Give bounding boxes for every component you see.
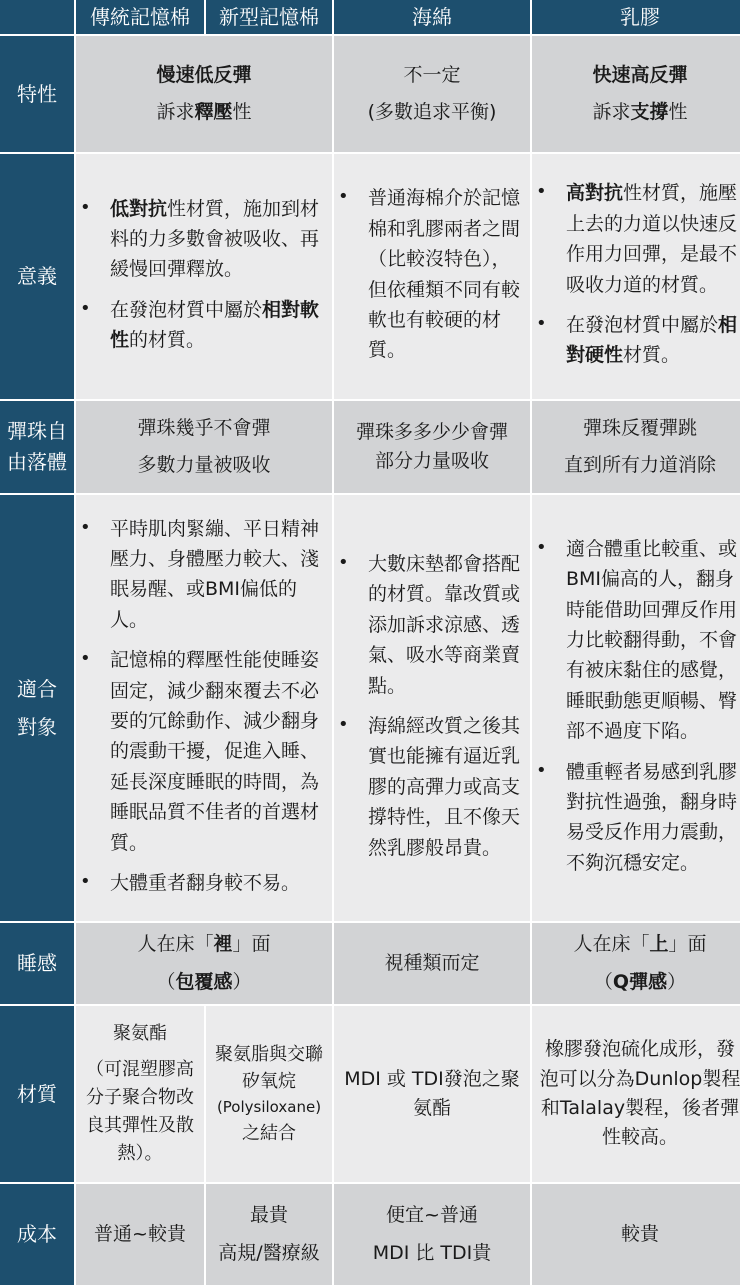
cell-text: 便宜~普通	[386, 1204, 478, 1227]
list-item: • 體重輕者易感到乳膠對抗性過強，翻身時易受反作用力震動，不夠沉穩安定。	[532, 757, 740, 879]
cell-text: 之結合	[242, 1122, 296, 1144]
row-label-material	[0, 1006, 74, 1182]
bullet-list	[532, 172, 740, 380]
header-latex	[532, 0, 740, 34]
list-item: • 大數床墊都會搭配的材質。靠改質或添加訴求涼感、透氣、吸水等商業賣點。	[334, 549, 524, 701]
cell-feel-memory	[76, 923, 332, 1004]
header-label: 乳膠	[620, 4, 660, 29]
cell-ball-latex	[532, 401, 740, 493]
cell-text: （可混塑膠高分子聚合物改良其彈性及散熱）。	[86, 1059, 194, 1164]
row-label-suitable	[0, 495, 74, 921]
cell-text: 橡膠發泡硫化成形，發泡可以分為Dunlop製程和Talalay製程，後者彈性較高。	[539, 1038, 740, 1149]
cell-text: 多數力量被吸收	[137, 454, 271, 476]
cell-text: 視種類而定	[384, 951, 480, 974]
cell-text: （包覆感）	[156, 970, 252, 993]
cell-text: (Polysiloxane)	[216, 1098, 322, 1117]
cell-material-new	[206, 1006, 332, 1182]
list-item: • 記憶棉的釋壓性能使睡姿固定，減少翻來覆去不必要的冗餘動作、減少翻身的震動干擾，促進入睡、延長深度睡眠的時間，為睡眠品質不佳者的首選材質。	[76, 645, 326, 858]
cell-text: MDI 或 TDI發泡之聚氨酯	[344, 1067, 520, 1119]
list-item: • 高對抗性材質，施壓上去的力道以快速反作用力回彈，是最不吸收力道的材質。	[532, 178, 740, 300]
list-item: • 低對抗性材質，施加到材料的力多數會被吸收、再緩慢回彈釋放。	[76, 194, 326, 285]
cell-text: 人在床「裡」面	[137, 933, 271, 956]
row-label-sleep-feel	[0, 923, 74, 1004]
cell-text: 聚氨酯	[113, 1023, 167, 1045]
cell-suitable-sponge	[334, 495, 530, 921]
cell-text: 普通~較貴	[94, 1222, 186, 1245]
cell-cost-traditional	[76, 1184, 204, 1285]
row-label-text: 彈珠自由落體	[7, 419, 67, 474]
bullet-list	[334, 543, 524, 873]
list-item: • 普通海棉介於記憶棉和乳膠兩者之間（比較沒特色），但依種類不同有較軟也有較硬的材質。	[334, 183, 524, 365]
cell-material-latex	[532, 1006, 740, 1182]
list-item: • 平時肌肉緊繃、平日精神壓力、身體壓力較大、淺眠易醒、或BMI偏低的人。	[76, 514, 326, 636]
row-label-ball-drop	[0, 401, 74, 493]
cell-text: 部分力量吸收	[374, 450, 489, 472]
list-item: • 在發泡材質中屬於相對軟性的材質。	[76, 295, 326, 356]
cell-cost-sponge	[334, 1184, 530, 1285]
cell-text: 快速高反彈	[592, 63, 688, 86]
list-item: • 在發泡材質中屬於相對硬性材質。	[532, 310, 740, 371]
list-item: • 適合體重比較重、或BMI偏高的人，翻身時能借助回彈反作用力比較翻得動，不會有被床黏住的感覺，睡眠動態更順暢、臀部不過度下陷。	[532, 534, 740, 747]
bullet-list	[532, 528, 740, 888]
row-label-text: 成本	[17, 1222, 57, 1246]
cell-text: 訴求釋壓性	[156, 101, 252, 123]
cell-text: （Q彈感）	[593, 970, 687, 993]
cell-material-traditional	[76, 1006, 204, 1182]
bullet-list	[76, 508, 326, 909]
cell-text: 彈珠多多少少會彈	[355, 420, 508, 443]
row-label-text: 適合	[17, 677, 57, 701]
row-label-cost	[0, 1184, 74, 1285]
cell-trait-sponge	[334, 36, 530, 152]
cell-text: 人在床「上」面	[573, 933, 707, 956]
cell-text: 訴求支撐性	[592, 101, 688, 123]
cell-suitable-latex	[532, 495, 740, 921]
cell-text: 慢速低反彈	[156, 63, 252, 86]
bullet-list	[76, 188, 326, 366]
cell-trait-memory	[76, 36, 332, 152]
cell-cost-new	[206, 1184, 332, 1285]
cell-text: 較貴	[620, 1222, 659, 1245]
list-item: • 大體重者翻身較不易。	[76, 868, 326, 898]
cell-ball-sponge	[334, 401, 530, 493]
row-label-text: 對象	[17, 715, 57, 739]
cell-meaning-memory	[76, 154, 332, 399]
list-item: • 海綿經改質之後其實也能擁有逼近乳膠的高彈力或高支撐特性，且不像天然乳膠般昂貴。	[334, 711, 524, 863]
cell-text: 聚氨脂與交聯矽氧烷	[215, 1043, 323, 1093]
header-new-memory-foam	[206, 0, 332, 34]
header-sponge	[334, 0, 530, 34]
cell-text: (多數追求平衡)	[367, 101, 497, 123]
row-label-text: 材質	[17, 1081, 57, 1106]
cell-meaning-sponge	[334, 154, 530, 399]
cell-text: MDI 比 TDI貴	[372, 1241, 492, 1264]
header-traditional-memory-foam	[76, 0, 204, 34]
row-label-text: 意義	[17, 264, 57, 288]
header-corner	[0, 0, 74, 34]
cell-trait-latex	[532, 36, 740, 152]
row-label-trait	[0, 36, 74, 152]
header-label: 傳統記憶棉	[90, 4, 190, 29]
cell-suitable-memory	[76, 495, 332, 921]
cell-material-sponge	[334, 1006, 530, 1182]
cell-feel-sponge	[334, 923, 530, 1004]
row-label-meaning	[0, 154, 74, 399]
cell-meaning-latex	[532, 154, 740, 399]
cell-text: 直到所有力道消除	[563, 454, 716, 476]
bullet-list	[334, 177, 524, 375]
cell-text: 彈珠幾乎不會彈	[137, 416, 271, 439]
cell-text: 彈珠反覆彈跳	[582, 416, 697, 439]
header-label: 新型記憶棉	[219, 4, 319, 29]
cell-text: 不一定	[403, 63, 461, 86]
cell-cost-latex	[532, 1184, 740, 1285]
header-label: 海綿	[412, 4, 452, 29]
cell-text: 高規/醫療級	[218, 1241, 320, 1264]
cell-feel-latex	[532, 923, 740, 1004]
row-label-text: 睡感	[17, 951, 57, 975]
row-label-text: 特性	[17, 81, 57, 106]
cell-ball-memory	[76, 401, 332, 493]
cell-text: 最貴	[249, 1204, 288, 1227]
